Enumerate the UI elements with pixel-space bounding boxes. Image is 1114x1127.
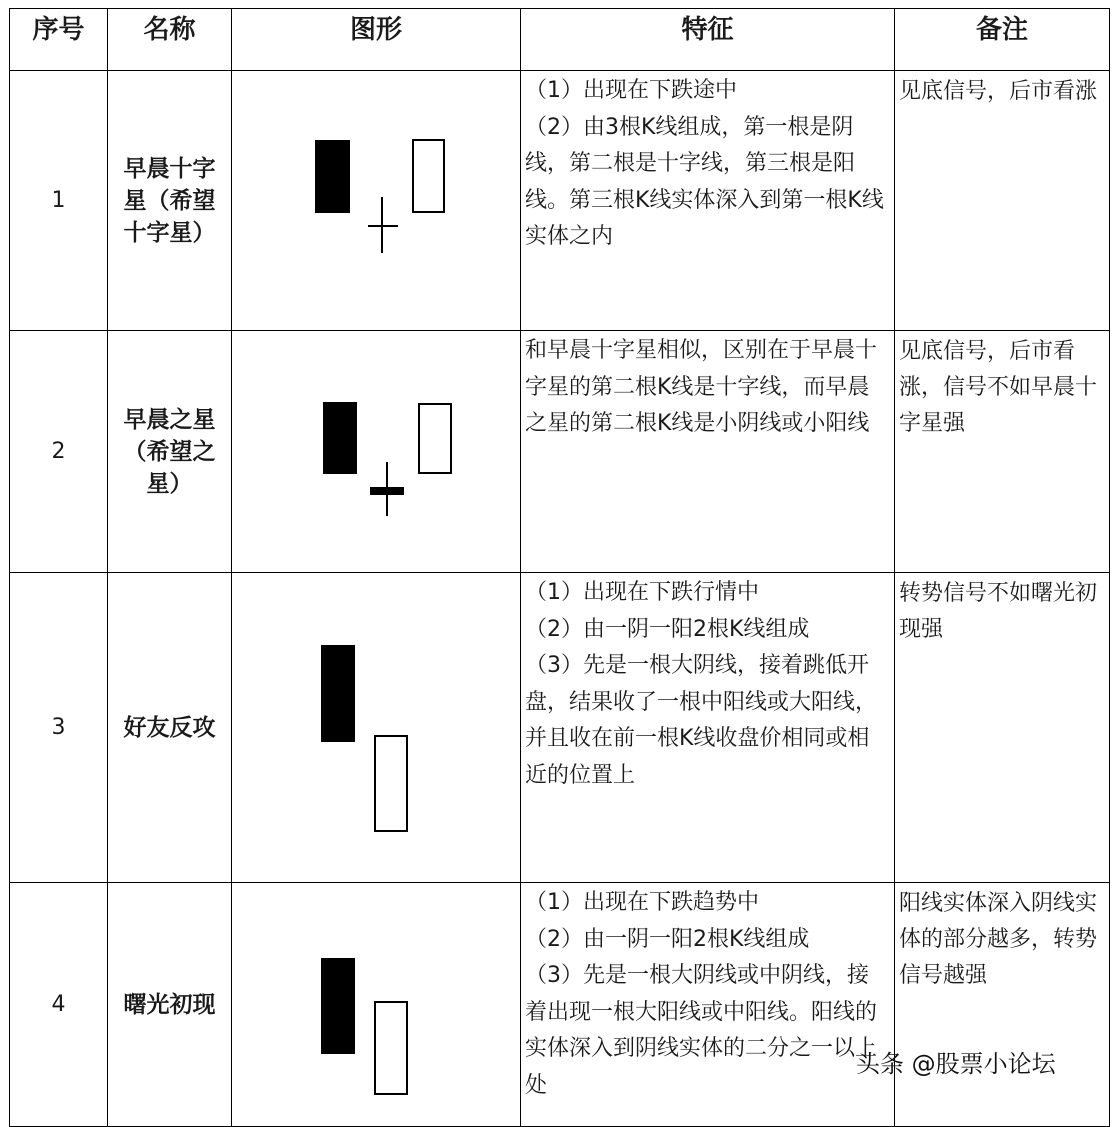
bearish-candle-icon: [321, 645, 355, 742]
feature-line: 和早晨十字星相似，区别在于早晨十字星的第二根K线是十字线，而早晨之星的第二根K线是小阴线或小阳线: [525, 338, 878, 436]
feature-line: （3）先是一根大阴线或中阴线，接着出现一根大阳线或中阳线。阳线的实体深入到阴线实体的二分之一以上处: [525, 963, 878, 1098]
feature-line: （3）先是一根大阴线，接着跳低开盘，结果收了一根中阳线或大阳线，并且收在前一根K线收盘价相同或相近的位置上: [525, 653, 878, 788]
pattern-name: 好友反攻: [123, 714, 216, 741]
bearish-candle-icon: [323, 402, 357, 474]
table-row: [10, 331, 1110, 573]
doji-cross-bar: [368, 225, 398, 227]
note-cell: 见底信号，后市看涨: [895, 71, 1110, 331]
table-row: [10, 883, 1110, 1127]
row-number: 3: [10, 573, 108, 883]
pattern-figure: [232, 573, 521, 883]
pattern-name: 曙光初现: [123, 991, 216, 1018]
header-figure: 图形: [232, 9, 521, 71]
note-cell: 阳线实体深入阴线实体的部分越多，转势信号越强: [895, 883, 1110, 1127]
bearish-candle-icon: [321, 958, 355, 1054]
header-notes: 备注: [895, 9, 1110, 71]
small-candle-body-icon: [370, 487, 404, 495]
row-number: 1: [10, 71, 108, 331]
features-cell: [521, 71, 895, 331]
pattern-figure: [232, 71, 521, 331]
feature-line: （1）出现在下跌趋势中: [525, 890, 759, 915]
pattern-figure: [232, 331, 521, 573]
header-no: 序号: [10, 9, 108, 71]
feature-line: （2）由一阴一阳2根K线组成: [525, 926, 810, 952]
row-number: 2: [10, 331, 108, 573]
table-row: [10, 573, 1110, 883]
pattern-name: 早晨十字星（希望十字星）: [123, 155, 216, 246]
feature-line: （2）由3根K线组成，第一根是阴线，第二根是十字线，第三根是阳线。第三根K线实体深入到第一根K线实体之内: [525, 114, 884, 249]
features-cell: [521, 573, 895, 883]
bullish-candle-icon: [412, 139, 445, 213]
feature-line: （1）出现在下跌行情中: [525, 580, 759, 605]
header-name: 名称: [108, 9, 232, 71]
candlestick-pattern-table: [9, 8, 1110, 1127]
features-cell: [521, 883, 895, 1127]
bullish-candle-icon: [374, 1001, 408, 1095]
feature-line: （1）出现在下跌途中: [525, 78, 737, 103]
watermark: 头条 @股票小论坛: [856, 1050, 1056, 1078]
bullish-candle-icon: [374, 735, 408, 832]
bearish-candle-icon: [315, 140, 350, 213]
bullish-candle-icon: [418, 403, 452, 474]
header-row: [10, 9, 1110, 71]
header-features: 特征: [521, 9, 895, 71]
feature-line: （2）由一阴一阳2根K线组成: [525, 616, 810, 642]
pattern-name: 早晨之星（希望之星）: [123, 406, 216, 497]
features-cell: [521, 331, 895, 573]
row-number: 4: [10, 883, 108, 1127]
note-cell: 见底信号，后市看涨，信号不如早晨十字星强: [895, 331, 1110, 573]
note-cell: 转势信号不如曙光初现强: [895, 573, 1110, 883]
table-row: [10, 71, 1110, 331]
pattern-figure: [232, 883, 521, 1127]
